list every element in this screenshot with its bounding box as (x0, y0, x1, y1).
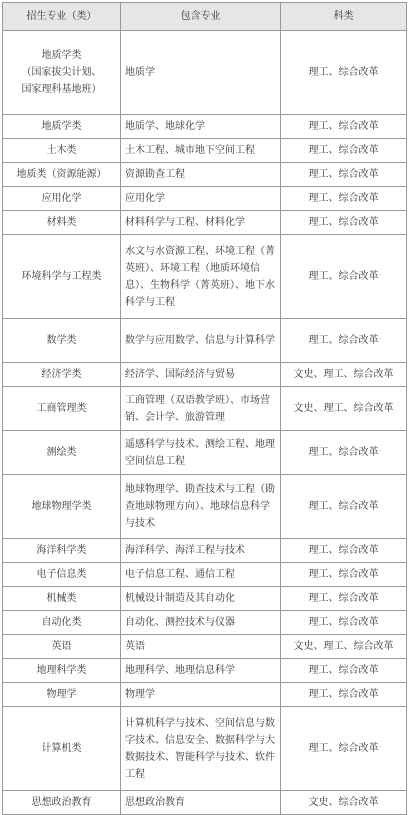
table-row (3, 363, 407, 387)
table-row (3, 563, 407, 587)
majors-cell: 材料科学与工程、材料化学 (121, 211, 281, 235)
table-row (3, 187, 407, 211)
majors-cell: 海洋科学、海洋工程与技术 (121, 539, 281, 563)
majors-cell: 经济学、国际经济与贸易 (121, 363, 281, 387)
category-cell: 物理学 (3, 683, 121, 707)
subject-cell: 理工、综合改革 (281, 587, 407, 611)
majors-cell: 机械设计制造及其自动化 (121, 587, 281, 611)
category-cell: 测绘类 (3, 431, 121, 475)
category-cell: 思想政治教育 (3, 791, 121, 815)
subject-cell: 文史、综合改革 (281, 791, 407, 815)
admissions-table (2, 2, 407, 815)
subject-cell: 理工、综合改革 (281, 139, 407, 163)
table-row (3, 791, 407, 815)
majors-cell: 电子信息工程、通信工程 (121, 563, 281, 587)
majors-cell: 物理学 (121, 683, 281, 707)
category-cell: 英语 (3, 635, 121, 659)
category-cell: 土木类 (3, 139, 121, 163)
majors-cell: 地球物理学、勘查技术与工程（勘查地球物理方向）、地球信息科学与技术 (121, 475, 281, 539)
table-row (3, 539, 407, 563)
subject-cell: 理工、综合改革 (281, 115, 407, 139)
subject-cell: 理工、综合改革 (281, 611, 407, 635)
majors-cell: 遥感科学与技术、测绘工程、地理空间信息工程 (121, 431, 281, 475)
majors-cell: 地质学 (121, 31, 281, 115)
majors-cell: 工商管理（双语教学班）、市场营销、会计学、旅游管理 (121, 387, 281, 431)
subject-cell: 理工、综合改革 (281, 163, 407, 187)
category-cell: 经济学类 (3, 363, 121, 387)
category-cell: 地球物理学类 (3, 475, 121, 539)
majors-cell: 资源勘查工程 (121, 163, 281, 187)
subject-cell: 理工、综合改革 (281, 683, 407, 707)
subject-cell: 文史、理工、综合改革 (281, 363, 407, 387)
category-cell: 计算机类 (3, 707, 121, 791)
subject-cell: 理工、综合改革 (281, 211, 407, 235)
subject-cell: 理工、综合改革 (281, 659, 407, 683)
table-row (3, 587, 407, 611)
subject-cell: 理工、综合改革 (281, 235, 407, 319)
majors-cell: 数学与应用数学、信息与计算科学 (121, 319, 281, 363)
subject-cell: 理工、综合改革 (281, 31, 407, 115)
majors-cell: 地质学、地球化学 (121, 115, 281, 139)
category-cell: 地质学类 （国家拔尖计划、 国家理科基地班） (3, 31, 121, 115)
table-row (3, 31, 407, 115)
majors-cell: 计算机科学与技术、空间信息与数字技术、信息安全、数据科学与大数据技术、智能科学与技术、软件工程 (121, 707, 281, 791)
table-row (3, 235, 407, 319)
category-cell: 材料类 (3, 211, 121, 235)
subject-cell: 理工、综合改革 (281, 563, 407, 587)
category-cell: 数学类 (3, 319, 121, 363)
subject-cell: 理工、综合改革 (281, 187, 407, 211)
subject-cell: 理工、综合改革 (281, 475, 407, 539)
table-row (3, 163, 407, 187)
subject-cell: 理工、综合改革 (281, 539, 407, 563)
table-row (3, 431, 407, 475)
category-cell: 电子信息类 (3, 563, 121, 587)
category-cell: 地质学类 (3, 115, 121, 139)
header-subject: 科类 (281, 3, 407, 31)
category-cell: 应用化学 (3, 187, 121, 211)
header-category: 招生专业（类） (3, 3, 121, 31)
category-cell: 海洋科学类 (3, 539, 121, 563)
subject-cell: 理工、综合改革 (281, 319, 407, 363)
table-row (3, 635, 407, 659)
majors-cell: 英语 (121, 635, 281, 659)
category-cell: 机械类 (3, 587, 121, 611)
majors-cell: 土木工程、城市地下空间工程 (121, 139, 281, 163)
subject-cell: 文史、理工、综合改革 (281, 387, 407, 431)
majors-cell: 应用化学 (121, 187, 281, 211)
header-majors: 包含专业 (121, 3, 281, 31)
subject-cell: 文史、理工、综合改革 (281, 635, 407, 659)
majors-cell: 水文与水资源工程、环境工程（菁英班）、环境工程（地质环境信息）、生物科学（菁英班）、地下水科学与工程 (121, 235, 281, 319)
table-row (3, 211, 407, 235)
table-row (3, 387, 407, 431)
table-row (3, 683, 407, 707)
subject-cell: 理工、综合改革 (281, 431, 407, 475)
table-row (3, 115, 407, 139)
majors-cell: 地理科学、地理信息科学 (121, 659, 281, 683)
table-row (3, 707, 407, 791)
table-row (3, 475, 407, 539)
table-row (3, 139, 407, 163)
category-cell: 环境科学与工程类 (3, 235, 121, 319)
category-cell: 地理科学类 (3, 659, 121, 683)
table-row (3, 319, 407, 363)
category-cell: 自动化类 (3, 611, 121, 635)
table-row (3, 611, 407, 635)
category-cell: 地质类（资源能源） (3, 163, 121, 187)
category-cell: 工商管理类 (3, 387, 121, 431)
table-row (3, 659, 407, 683)
majors-cell: 自动化、测控技术与仪器 (121, 611, 281, 635)
header-row (3, 3, 407, 31)
majors-cell: 思想政治教育 (121, 791, 281, 815)
subject-cell: 理工、综合改革 (281, 707, 407, 791)
